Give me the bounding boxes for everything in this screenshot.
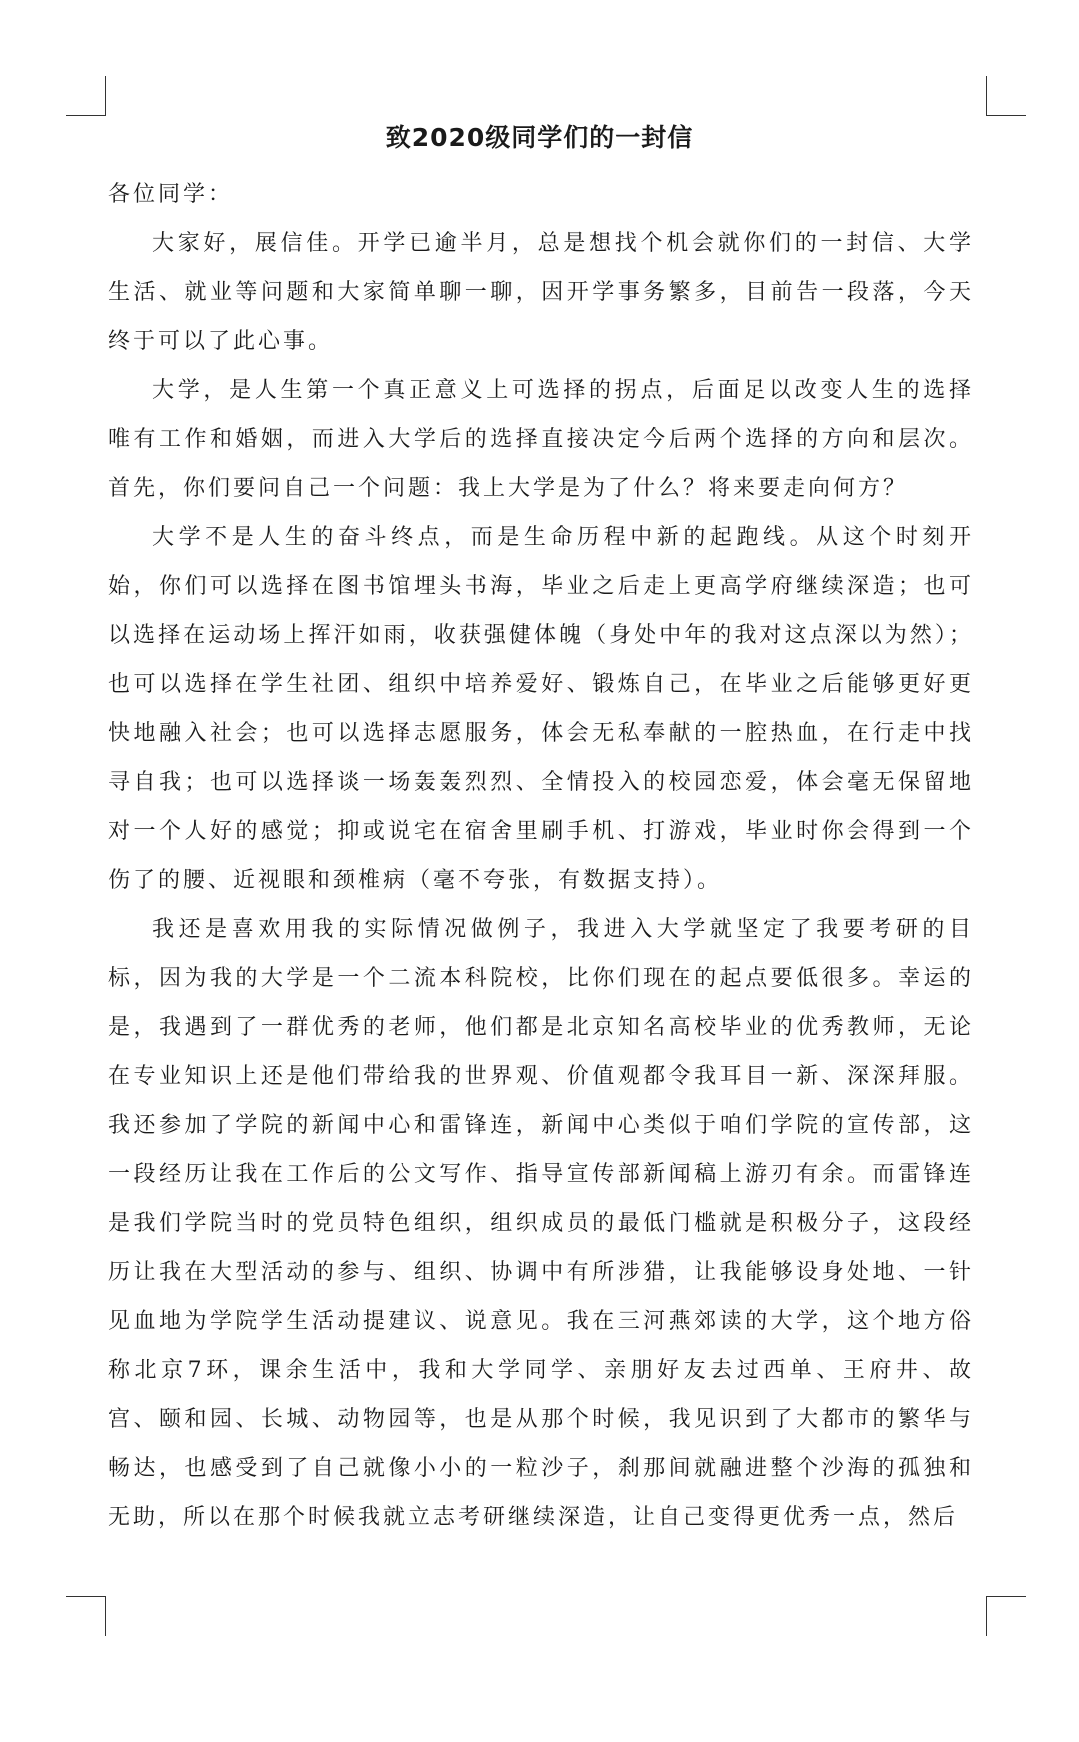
crop-mark-top-left [66,76,106,116]
letter-salutation: 各位同学： [108,182,234,207]
paragraph-2: 大学，是人生第一个真正意义上可选择的拐点，后面足以改变人生的选择唯有工作和婚姻，而进入大学后的选择直接决定今后两个选择的方向和层次。首先，你们要问自己一个问题：我上大学是为了什么？将来要走向何方？ [108,378,974,501]
crop-mark-top-right [986,76,1026,116]
letter-title: 致2020级同学们的一封信 [385,123,694,152]
letter-body [108,170,974,1542]
paragraph-3: 大学不是人生的奋斗终点，而是生命历程中新的起跑线。从这个时刻开始，你们可以选择在图书馆埋头书海，毕业之后走上更高学府继续深造；也可以选择在运动场上挥汗如雨，收获强健体魄（身处中年的我对这点深以为然）；也可以选择在学生社团、组织中培养爱好、锻炼自己，在毕业之后能够更好更快地融入社会；也可以选择志愿服务，体会无私奉献的一腔热血，在行走中找寻自我；也可以选择谈一场轰轰烈烈、全情投入的校园恋爱，体会毫无保留地对一个人好的感觉；抑或说宅在宿舍里刷手机、打游戏，毕业时你会得到一个伤了的腰、近视眼和颈椎病（毫不夸张，有数据支持）。 [108,525,974,893]
crop-mark-bottom-right [986,1596,1026,1636]
crop-mark-bottom-left [66,1596,106,1636]
paragraph-4: 我还是喜欢用我的实际情况做例子，我进入大学就坚定了我要考研的目标，因为我的大学是一个二流本科院校，比你们现在的起点要低很多。幸运的是，我遇到了一群优秀的老师，他们都是北京知名高校毕业的优秀教师，无论在专业知识上还是他们带给我的世界观、价值观都令我耳目一新、深深拜服。我还参加了学院的新闻中心和雷锋连，新闻中心类似于咱们学院的宣传部，这一段经历让我在工作后的公文写作、指导宣传部新闻稿上游刃有余。而雷锋连是我们学院当时的党员特色组织，组织成员的最低门槛就是积极分子，这段经历让我在大型活动的参与、组织、协调中有所涉猎，让我能够设身处地、一针见血地为学院学生活动提建议、说意见。我在三河燕郊读的大学，这个地方俗称北京7环，课余生活中，我和大学同学、亲朋好友去过西单、王府井、故宫、颐和园、长城、动物园等，也是从那个时候，我见识到了大都市的繁华与畅达，也感受到了自己就像小小的一粒沙子，刹那间就融进整个沙海的孤独和无助，所以在那个时候我就立志考研继续深造，让自己变得更优秀一点，然后 [108,917,974,1530]
paragraph-1: 大家好，展信佳。开学已逾半月，总是想找个机会就你们的一封信、大学生活、就业等问题和大家简单聊一聊，因开学事务繁多，目前告一段落，今天终于可以了此心事。 [108,231,974,354]
